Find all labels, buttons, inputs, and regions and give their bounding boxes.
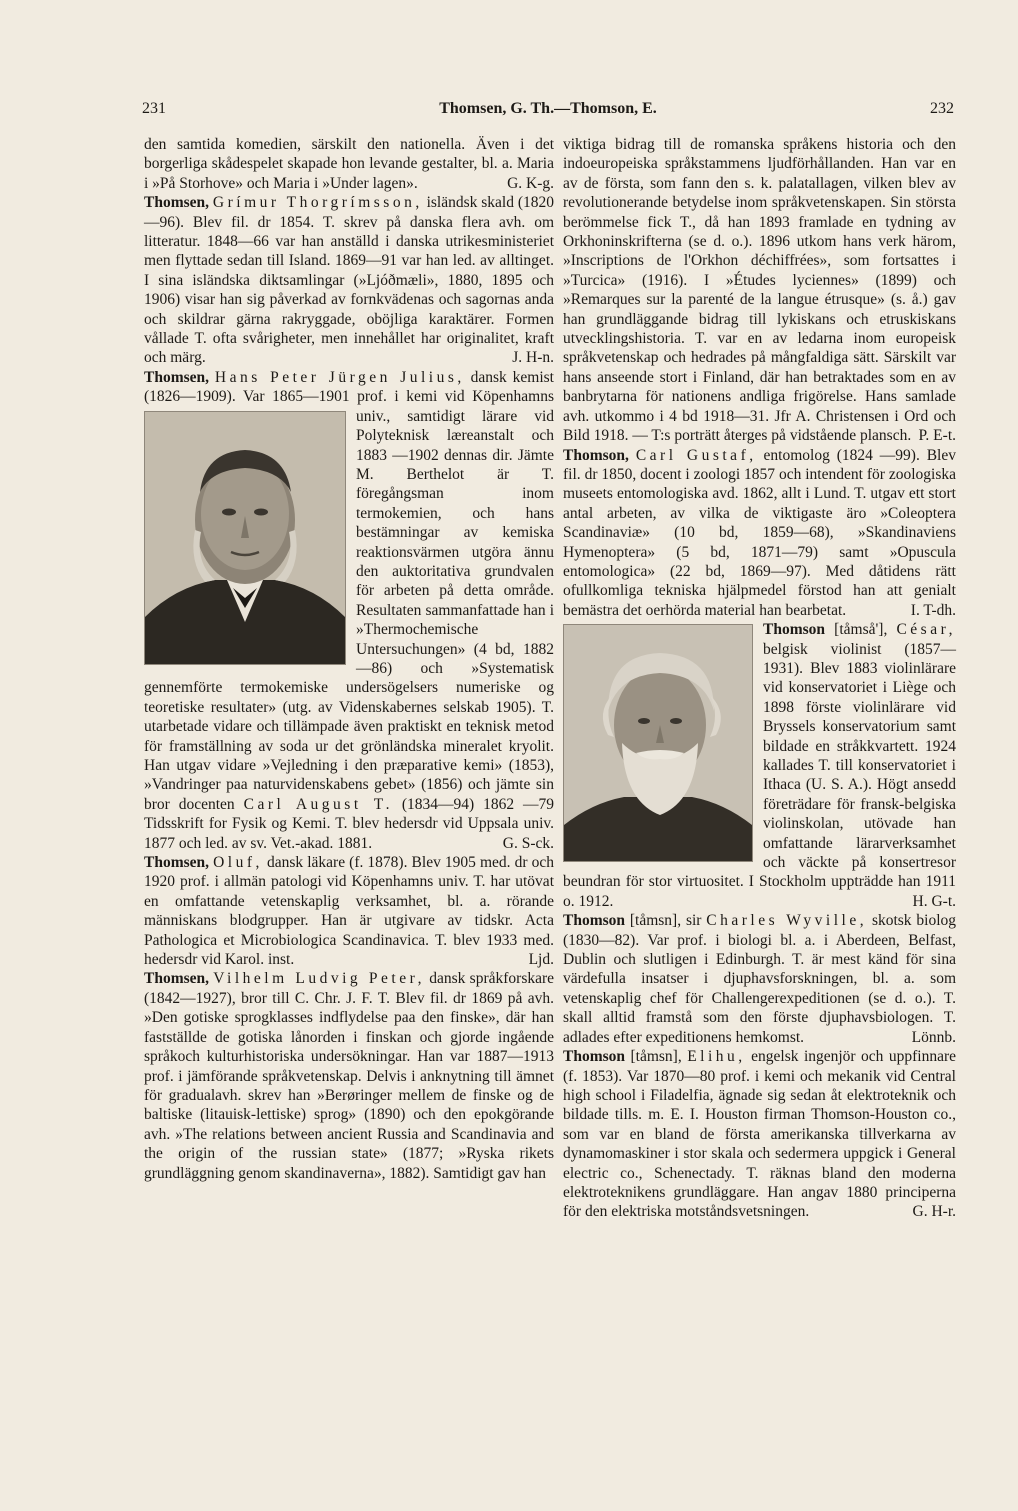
signature: H. G-t.: [912, 892, 956, 910]
brother-name: Carl August T.: [243, 795, 393, 813]
left-column: [144, 135, 554, 1183]
given-name: Charles Wyville,: [706, 912, 868, 930]
signature: Lönnb.: [911, 1028, 956, 1046]
headword: Thomson,: [563, 446, 629, 464]
entry-oluf-thomsen: Thomsen, Oluf, dansk läkare (f. 1878). Blev 1905 med. dr och 1920 prof. i allmän patologi vid Köpenhamns univ. T. har utövat en omfattande vetenskaplig verksamhet, bl. a. rörande människans blodgrupper. Han är utgivare av tidskr. Acta Pathologica et Microbiologica Scandinavica. T. blev 1933 med. hedersdr vid Karol. inst. Ljd.: [144, 854, 554, 969]
portrait-drawing: [145, 412, 345, 664]
headword: Thomsen,: [144, 970, 210, 988]
signature: G. K-g.: [507, 174, 554, 192]
signature: G. H-r.: [912, 1203, 956, 1221]
given-name: Grímur Thorgrímsson,: [212, 194, 423, 212]
signature: G. S-ck.: [502, 834, 554, 852]
entry-vilhelm-thomsen: Thomsen, Vilhelm Ludvig Peter, dansk språkforskare (1842—1927), bror till C. Chr. J. F. T. Blev fil. dr 1869 på avh. »Den gotiske sprogklasses indflydelse paa den finske», där han fastställde de gotiska lånorden i finskan och gjorde ingående språkoch kulturhistoriska undersökningar. Han var 1887—1913 prof. i jämförande språkvetenskap. Delvis i anknytning till ämnet för gradualavh. skrev han »Berøringer mellem de finske og de baltiske (litauisk-lettiske) sprog» (1890) och den epokgörande avh. »The relations between ancient Russia and Scandinavia and the origin of the russian state» (1877; »Ryska rikets grundläggning genom skandinaverna», 1882). Samtidigt gav han: [144, 970, 555, 1182]
portrait-julius-thomsen: [144, 411, 346, 665]
entry-carl-gustaf-thomson: Thomson, Carl Gustaf, entomolog (1824 —99). Blev fil. dr 1850, docent i zoologi 1857 och intendent för zoologiska museets entomologiska avd. 1862, allt i Lund. T. utgav ett stort antal arbeten, av vilka de viktigaste äro »Coleoptera Scandinaviæ» (10 bd, 1859—68), »Skandinaviens Hymenoptera» (5 bd, 1871—79) samt »Opuscula entomologica» (22 bd, 1869—97). Med dåtidens rätt ofullkomliga tekniska hjälpmedel förstod han att genialt bemästra det oerhörda material han bearbetat. I. T-dh.: [563, 446, 956, 619]
pronunciation: [tåmså'],: [834, 621, 888, 639]
headword: Thomsen,: [144, 854, 210, 872]
given-name: César,: [896, 621, 957, 639]
given-name: Elihu,: [687, 1048, 746, 1066]
given-name: Carl Gustaf,: [635, 446, 757, 464]
headword: Thomson: [563, 912, 626, 930]
entry-grimur-thomsen: Thomsen, Grímur Thorgrímsson, isländsk skald (1820—96). Blev fil. dr 1854. T. skrev på danska flera avh. om litteratur. 1848—66 var han anställd i danska utrikesministeriet men flyttade sedan till Island. 1869—91 var han led. av alltinget. I sina isländska diktsamlingar (»Ljóðmæli», 1880, 1895 och 1906) visar han sig påverkad av fornkvädenas och sagornas anda och skildrar gärna rakryggade, oböjliga karaktärer. Formen vållade T. ofta svårigheter, men innehållet har originalitet, kraft och märg. J. H-n.: [144, 194, 555, 367]
given-name: Hans Peter Jürgen Julius,: [214, 368, 465, 386]
running-header: [142, 100, 954, 126]
signature: J. H-n.: [512, 349, 554, 367]
pronunciation: [tåmsn],: [630, 1048, 682, 1066]
right-column: [563, 135, 956, 1222]
page-number-left: 231: [142, 100, 166, 117]
signature: P. E-t.: [918, 427, 956, 445]
entry-continuation: viktiga bidrag till de romanska språkens historia och den indoeuropeiska språkstammens ljudförhållanden. Han var en av de första, som fann den s. k. palatallagen, vilken blev av revolutionerande betydelse inom språkvetenskapen. Sin största berömmelse fick T., då han 1893 framlade en tydning av Orkhoninskrifterna (se d. o.). 1896 utkom hans verk härom, »Inscriptions de l'Orkhon déchiffrées», som fortsattes i »Turcica» (1916). I »Études lyciennes» (1899) och »Remarques sur la parenté de la langue étrusque» (s. å.) gav han grundläggande bidrag till lykiskans och etruskiskans utvecklingshistoria. T. var en av ledarna inom europeisk språkvetenskap och hedrades på mångfaldiga sätt. Särskilt var hans anseende stort i Finland, där han betraktades som en av banbrytarna för nationens andliga frigörelse. Hans samlade avh. utkommo i 4 bd 1918—31. Jfr A. Christensen i Ord och Bild 1918. — T:s porträtt återges på vidstående plansch. P. E-t.: [563, 136, 956, 445]
signature: Ljd.: [528, 951, 554, 969]
entry-wyville-thomson: Thomson [tåmsn], sir Charles Wyville, skotsk biolog (1830—82). Var prof. i biologi bl. a. i Aberdeen, Belfast, Dublin och slutligen i Edinburgh. T. är mest känd för sina värdefulla insatser i djuphavsforskningen, bl. a. som vetenskaplig chef för Challengerexpeditionen (se d. o.). T. skall alltid framstå som den förste djuphavsbiologen. T. adlades efter expeditionens hemkomst. Lönnb.: [563, 912, 957, 1046]
entry-continuation: den samtida komedien, särskilt den nationella. Även i det borgerliga skådespelet skapade hon levande gestalter, bl. a. Maria i »På Storhove» och Maria i »Under lagen». G. K-g.: [144, 136, 554, 192]
given-name: Oluf,: [213, 854, 263, 872]
headword: Thomsen,: [144, 368, 210, 386]
entry-cesar-thomson: Thomson [tåmså'], César, belgisk violinist (1857—1931). Blev 1883 violinlärare vid konservatoriet i Liège och 1898 förste violinlärare vid Bryssels konservatorium samt bildade en stråkkvartett. 1924 kallades T. till konservatoriet i Ithaca (U. S. A.). Högt ansedd företrädare för fransk-belgiska violinskolan, utövade han omfattande lärarverksamhet och väckte på konsertresor beundran för stor virtuositet. I Stockholm uppträdde han 1911 o. 1912. H. G-t.: [563, 621, 957, 910]
pronunciation: [tåmsn],: [629, 912, 682, 930]
headword: Thomson: [763, 621, 826, 639]
entry-julius-thomsen: Thomsen, Hans Peter Jürgen Julius, dansk kemist (1826—1909). Var 1865—1901 prof. i kemi vid Köpenhamns univ., samtidigt lärare vid Polyteknisk læreanstalt och 1883 —1902 dennas dir. Jämte M. Berthelot är T. föregångsman inom termokemien, och hans bestämningar av kemiska reaktionsvärmen utgöra ännu den auktoritativa grundvalen för arbeten på detta område. Resultaten sammanfattade han i »Thermochemische Untersuchungen» (4 bd, 1882—86) och »Systematisk gennemförte termokemiske undersögelsers numeriske og teoretiske resultater» (utg. av Videnskabernes selskab 1905). T. utarbetade vidare och tillämpade även praktiskt en teknisk metod för framställning av soda ur det grönländska mineralet kryolit. Han utgav vidare »Vejledning i den præparative kemi» (1853), »Vandringer paa naturvidenskabens gebet» (1856) och jämte sin bror docenten Carl August T. (1834—94) 1862 —79 Tidsskrift for Fysik og Kemi. T. blev hedersdr vid Uppsala univ. 1877 och led. av sv. Vet.-akad. 1881. G. S-ck.: [144, 368, 555, 852]
signature: I. T-dh.: [910, 601, 956, 619]
headword: Thomsen,: [144, 194, 210, 212]
portrait-cesar-thomson: [563, 624, 753, 862]
headword: Thomson: [563, 1048, 626, 1066]
page-number-right: 232: [930, 100, 954, 117]
portrait-drawing: [564, 625, 752, 861]
running-title: Thomsen, G. Th.—Thomson, E.: [439, 100, 657, 117]
given-name: Vilhelm Ludvig Peter,: [213, 970, 426, 988]
entry-elihu-thomson: Thomson [tåmsn], Elihu, engelsk ingenjör och uppfinnare (f. 1853). Var 1870—80 prof. i kemi och mekanik vid Central high school i Filadelfia, ägnade sig sedan åt elektroteknik och bildade tills. m. E. I. Houston firman Thomson-Houston co., som var en bland de första amerikanska tillverkarna av dynamomaskiner i stor skala och sedermera uppgick i General electric co., Schenectady. T. räknas bland den moderna elektroteknikens grundläggare. Han angav 1880 principerna för den elektriska motståndsvetsningen. G. H-r.: [563, 1048, 957, 1221]
